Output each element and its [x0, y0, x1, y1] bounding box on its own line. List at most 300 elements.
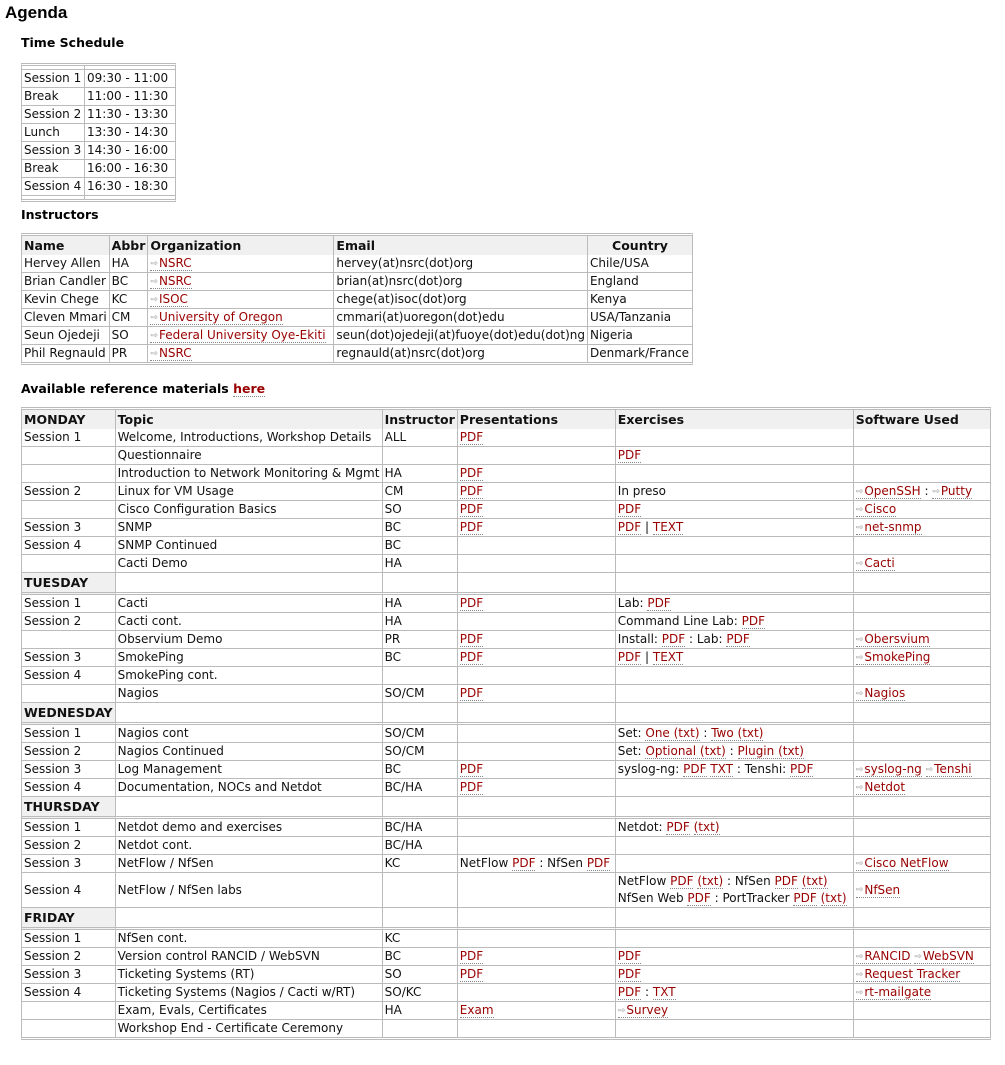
presentation-link[interactable]: Exam: [459, 1003, 494, 1017]
instructor-country: Nigeria: [588, 327, 692, 345]
session-instructor: BC: [383, 948, 458, 966]
instructor-country: Kenya: [588, 291, 692, 309]
instructors-heading: Instructors: [21, 207, 99, 222]
software-cell: [854, 984, 990, 1002]
organization-link[interactable]: [150, 328, 325, 343]
instructor-organization: [148, 273, 334, 291]
presentation-link[interactable]: PDF: [459, 484, 484, 498]
exercises-cell: [616, 519, 854, 537]
instructor-country: Denmark/France: [589, 346, 690, 360]
page-title: Agenda: [5, 3, 68, 22]
day-header-blank: [616, 908, 854, 930]
reference-materials-link[interactable]: here: [233, 381, 266, 396]
presentation-link[interactable]: PDF: [459, 596, 484, 610]
spacer-row: [22, 196, 175, 199]
organization-link[interactable]: [150, 256, 191, 271]
organization-link-label: NSRC: [158, 274, 192, 288]
session-row: [22, 649, 990, 667]
exercise-link[interactable]: (txt): [801, 874, 828, 888]
day-header-blank: [854, 908, 990, 930]
instructor-email: chege(at)isoc(dot)org: [334, 291, 588, 309]
session-row: [22, 855, 990, 873]
exercise-link[interactable]: PDF: [661, 632, 686, 646]
software-cell: [854, 948, 990, 966]
session-label: [22, 631, 116, 649]
software-link[interactable]: [856, 502, 896, 517]
external-link-icon: ⇨: [855, 652, 864, 663]
software-link[interactable]: [856, 967, 960, 982]
presentation-link[interactable]: PDF: [459, 762, 484, 776]
software-link[interactable]: [856, 650, 931, 665]
presentation-link[interactable]: PDF: [459, 650, 484, 664]
exercise-label: Netdot:: [617, 820, 663, 834]
software-cell: [854, 447, 990, 465]
presentations-cell: [458, 855, 616, 873]
software-link[interactable]: [856, 520, 922, 535]
exercise-link[interactable]: TEXT: [652, 650, 684, 664]
presentations-cell: [458, 1002, 616, 1020]
presentations-cell: [458, 984, 616, 1002]
session-label: [22, 1002, 116, 1020]
time-label: Session 4: [22, 178, 85, 196]
col-topic: Topic: [116, 410, 383, 429]
time-row: [22, 70, 175, 88]
presentations-cell: [458, 649, 616, 667]
software-link[interactable]: [856, 985, 931, 1000]
organization-link[interactable]: [150, 292, 188, 307]
exercises-cell: [616, 837, 854, 855]
day-header-row: [22, 703, 990, 725]
session-label: Session 2: [22, 483, 116, 501]
exercises-cell: [616, 779, 854, 797]
exercise-link[interactable]: PDF: [726, 632, 750, 646]
session-topic: Documentation, NOCs and Netdot: [116, 779, 383, 797]
session-topic: Workshop End - Certificate Ceremony: [116, 1020, 383, 1037]
session-row: [22, 555, 990, 573]
session-label: [22, 465, 116, 483]
col-instructor: Instructor: [383, 410, 458, 429]
session-label: [22, 1020, 116, 1037]
session-topic: Nagios Continued: [116, 743, 383, 761]
day-header-blank: [116, 703, 383, 725]
session-instructor: [383, 873, 458, 908]
exercise-link[interactable]: PDF: [617, 650, 642, 664]
session-topic: Log Management: [116, 761, 383, 779]
presentation-label: NetFlow: [459, 856, 509, 870]
software-link[interactable]: [856, 856, 949, 871]
software-link-label: Netdot: [864, 780, 906, 794]
software-link[interactable]: [932, 484, 972, 499]
session-label: Session 3: [22, 649, 116, 667]
instructor-organization: [148, 327, 334, 345]
external-link-icon: ⇨: [914, 951, 922, 962]
exercise-link[interactable]: Plugin (txt): [737, 744, 804, 758]
exercise-link[interactable]: PDF: [741, 614, 766, 628]
software-link-label: Request Tracker: [864, 967, 961, 981]
organization-link[interactable]: [150, 346, 191, 361]
session-row: [22, 873, 990, 908]
exercises-cell: [616, 819, 854, 837]
software-cell: [854, 429, 990, 447]
day-name: WEDNESDAY: [22, 703, 116, 725]
exercise-link[interactable]: Two (txt): [711, 726, 764, 740]
external-link-icon: ⇨: [150, 348, 158, 359]
session-row: [22, 537, 990, 555]
presentations-cell: [458, 667, 616, 685]
session-row: [22, 429, 990, 447]
software-link[interactable]: [914, 949, 974, 964]
instructor-country: England: [588, 273, 692, 291]
instructor-name: Phil Regnauld: [22, 345, 110, 362]
presentation-link[interactable]: PDF: [459, 502, 484, 516]
session-row: [22, 1020, 990, 1037]
session-row: [22, 519, 990, 537]
presentation-link[interactable]: PDF: [586, 856, 611, 870]
session-row: [22, 501, 990, 519]
spacer-cell: [85, 196, 175, 199]
session-topic: Linux for VM Usage: [116, 483, 383, 501]
session-row: [22, 837, 990, 855]
exercises-cell: [616, 613, 854, 631]
software-cell: [854, 930, 990, 948]
exercise-link[interactable]: PDF: [617, 985, 642, 999]
session-row: [22, 725, 990, 743]
exercise-link[interactable]: PDF: [666, 820, 690, 834]
exercise-link[interactable]: PDF: [617, 967, 642, 981]
instructor-abbr: BC: [110, 273, 149, 291]
time-label: Break: [22, 88, 85, 106]
presentation-link[interactable]: PDF: [459, 967, 484, 981]
exercise-separator: |: [645, 650, 650, 664]
session-label: Session 4: [22, 873, 116, 908]
presentations-cell: [458, 819, 616, 837]
time-row: [22, 106, 175, 124]
instructor-abbr: SO: [110, 327, 149, 345]
exercise-label: Lab:: [617, 596, 644, 610]
exercises-cell: [616, 685, 854, 703]
time-label: Session 2: [22, 106, 85, 124]
software-link-label: RANCID: [864, 949, 911, 963]
presentation-link[interactable]: PDF: [459, 466, 484, 480]
software-cell: [854, 873, 990, 908]
survey-link[interactable]: [618, 1003, 668, 1018]
software-link-label: Cisco NetFlow: [864, 856, 949, 870]
exercises-cell: [616, 555, 854, 573]
organization-link-label: ISOC: [158, 292, 188, 306]
software-link[interactable]: [926, 762, 972, 777]
software-cell: [854, 819, 990, 837]
time-range: 13:30 - 14:30: [85, 124, 175, 142]
session-instructor: SO/CM: [383, 743, 458, 761]
presentation-link[interactable]: PDF: [459, 430, 484, 444]
instructor-name: Cleven Mmari: [22, 309, 110, 327]
time-range: 14:30 - 16:00: [85, 142, 175, 160]
session-label: Session 1: [22, 930, 116, 948]
session-label: Session 4: [22, 667, 116, 685]
session-row: [22, 483, 990, 501]
exercises-cell: [616, 761, 854, 779]
presentations-cell: [458, 966, 616, 984]
external-link-icon: ⇨: [150, 330, 158, 341]
software-cell: [854, 685, 990, 703]
software-link-label: WebSVN: [922, 949, 974, 963]
session-label: Session 4: [22, 984, 116, 1002]
software-link-label: syslog-ng: [864, 762, 922, 776]
exercise-link[interactable]: (txt): [697, 874, 724, 888]
exercises-cell: [616, 948, 854, 966]
exercise-link[interactable]: Optional (txt): [645, 744, 726, 758]
external-link-icon: ⇨: [855, 634, 864, 645]
exercise-text: In preso: [617, 484, 667, 498]
session-label: Session 2: [22, 837, 116, 855]
software-cell: [854, 966, 990, 984]
exercises-cell: [616, 1020, 854, 1037]
software-link[interactable]: [856, 762, 922, 777]
session-row: [22, 465, 990, 483]
session-topic: NetFlow / NfSen labs: [116, 873, 383, 908]
col-software-used: Software Used: [854, 410, 990, 429]
exercises-cell: [616, 595, 854, 613]
time-range: 11:30 - 13:30: [85, 106, 175, 124]
presentation-link[interactable]: PDF: [459, 686, 484, 700]
col-presentations: Presentations: [458, 410, 616, 429]
software-link[interactable]: [856, 883, 900, 898]
exercise-link[interactable]: PDF: [687, 891, 711, 905]
session-instructor: HA: [383, 595, 458, 613]
session-row: [22, 819, 990, 837]
software-link[interactable]: [856, 686, 905, 701]
session-instructor: HA: [383, 1002, 458, 1020]
session-label: Session 3: [22, 761, 116, 779]
session-topic: Exam, Evals, Certificates: [116, 1002, 383, 1020]
session-topic: Cacti Demo: [116, 555, 383, 573]
day-name: FRIDAY: [22, 908, 116, 930]
exercise-label: syslog-ng:: [617, 762, 680, 776]
session-instructor: SO/CM: [383, 725, 458, 743]
presentation-link[interactable]: PDF: [459, 520, 484, 534]
exercise-link[interactable]: PDF: [617, 520, 642, 534]
session-instructor: HA: [383, 613, 458, 631]
instructor-row: [22, 273, 692, 291]
day-header-blank: [854, 573, 990, 595]
software-cell: [854, 595, 990, 613]
instructor-organization: [148, 309, 334, 327]
instructor-email: cmmari(at)uoregon(dot)edu: [334, 309, 588, 327]
external-link-icon: ⇨: [932, 486, 940, 497]
exercise-link[interactable]: PDF: [774, 874, 798, 888]
col-name: Name: [22, 236, 110, 255]
session-instructor: SO: [383, 966, 458, 984]
presentation-link[interactable]: PDF: [459, 780, 484, 794]
exercise-link[interactable]: PDF: [617, 448, 642, 462]
instructor-country: Chile/USA: [588, 255, 692, 273]
exercise-link[interactable]: PDF: [670, 874, 694, 888]
external-link-icon: ⇨: [855, 504, 864, 515]
instructor-name: Hervey Allen: [22, 255, 110, 273]
session-label: Session 3: [22, 855, 116, 873]
exercises-cell: [616, 984, 854, 1002]
instructor-name: Seun Ojedeji: [22, 327, 110, 345]
session-topic: SNMP: [116, 519, 383, 537]
session-label: Session 1: [22, 595, 116, 613]
instructor-name: Kevin Chege: [22, 291, 110, 309]
exercise-link[interactable]: PDF: [793, 891, 817, 905]
presentations-cell: [458, 873, 616, 908]
software-link-label: Tenshi: [934, 762, 972, 776]
exercise-link[interactable]: TEXT: [652, 520, 684, 534]
session-topic: Nagios cont: [116, 725, 383, 743]
organization-link[interactable]: [150, 274, 191, 289]
session-label: [22, 555, 116, 573]
time-range: 09:30 - 11:00: [85, 70, 175, 88]
software-link[interactable]: [856, 949, 911, 964]
exercise-link[interactable]: PDF: [617, 502, 642, 516]
exercises-line: [618, 873, 851, 890]
software-cell: [854, 1002, 990, 1020]
presentation-link[interactable]: PDF: [459, 632, 484, 646]
session-row: [22, 930, 990, 948]
exercise-separator: |: [645, 520, 650, 534]
exercise-link[interactable]: One (txt): [645, 726, 700, 740]
exercise-link[interactable]: PDF: [647, 596, 671, 610]
exercises-cell: [616, 447, 854, 465]
session-label: Session 3: [22, 519, 116, 537]
session-topic: SmokePing: [116, 649, 383, 667]
software-link-label: net-snmp: [864, 520, 922, 534]
session-topic: SNMP Continued: [116, 537, 383, 555]
session-row: [22, 631, 990, 649]
presentation-separator: : NfSen: [539, 856, 583, 870]
exercise-label: Command Line Lab:: [617, 614, 738, 628]
software-link-label: rt-mailgate: [864, 985, 932, 999]
reference-materials-heading: [21, 381, 265, 396]
session-instructor: BC/HA: [383, 779, 458, 797]
external-link-icon: ⇨: [150, 312, 158, 323]
session-row: [22, 685, 990, 703]
reference-text: Available reference materials: [21, 381, 229, 396]
software-link[interactable]: [856, 780, 905, 795]
software-cell: [854, 725, 990, 743]
presentations-cell: [458, 519, 616, 537]
software-link[interactable]: [856, 484, 921, 499]
exercise-link[interactable]: PDF: [683, 762, 707, 776]
software-cell: [854, 555, 990, 573]
day-header-blank: [854, 797, 990, 819]
software-link[interactable]: [856, 556, 895, 571]
instructor-abbr: CM: [110, 309, 149, 327]
external-link-icon: ⇨: [855, 969, 864, 980]
session-instructor: BC: [383, 649, 458, 667]
exercise-separator: :: [729, 744, 734, 758]
session-instructor: BC/HA: [383, 837, 458, 855]
software-separator: :: [924, 484, 929, 498]
exercise-label: NetFlow: [617, 874, 667, 888]
exercise-separator: : Tenshi:: [736, 762, 787, 776]
instructor-row: [22, 309, 692, 327]
external-link-icon: ⇨: [150, 276, 158, 287]
presentation-link[interactable]: PDF: [459, 949, 484, 963]
time-row: [22, 160, 175, 178]
software-cell: [854, 743, 990, 761]
session-instructor: KC: [383, 930, 458, 948]
session-instructor: [383, 667, 458, 685]
instructor-organization: [148, 291, 334, 309]
session-label: Session 2: [22, 743, 116, 761]
session-instructor: [383, 1020, 458, 1037]
external-link-icon: ⇨: [150, 294, 158, 305]
session-topic: Nagios: [116, 685, 383, 703]
session-row: [22, 761, 990, 779]
exercise-link[interactable]: PDF: [617, 949, 642, 963]
session-label: [22, 501, 116, 519]
external-link-icon: ⇨: [855, 987, 864, 998]
session-instructor: ALL: [383, 429, 458, 447]
presentation-link[interactable]: PDF: [512, 856, 536, 870]
instructor-abbr: KC: [110, 291, 149, 309]
exercise-link[interactable]: (txt): [820, 891, 847, 905]
time-row: [22, 124, 175, 142]
instructor-email: regnauld(at)nsrc(dot)org: [334, 345, 588, 362]
external-link-icon: ⇨: [855, 858, 864, 869]
session-label: [22, 685, 116, 703]
session-topic: Cacti: [116, 595, 383, 613]
day-name: THURSDAY: [22, 797, 116, 819]
session-label: Session 3: [22, 966, 116, 984]
col-country: Country: [588, 236, 692, 255]
external-link-icon: ⇨: [855, 782, 864, 793]
day-header-blank: [616, 703, 854, 725]
presentations-cell: [458, 537, 616, 555]
time-label: Session 3: [22, 142, 85, 160]
session-row: [22, 447, 990, 465]
software-cell: [854, 855, 990, 873]
exercise-separator: : Lab:: [689, 632, 723, 646]
software-link-label: Cacti: [864, 556, 895, 570]
exercise-label: : NfSen: [727, 874, 771, 888]
software-cell: [854, 837, 990, 855]
col-email: Email: [334, 236, 588, 255]
exercise-link[interactable]: PDF: [790, 762, 814, 776]
software-link[interactable]: [856, 632, 930, 647]
day-header-blank: [383, 908, 458, 930]
instructor-organization: [148, 255, 334, 273]
session-instructor: [383, 447, 458, 465]
software-link-label: OpenSSH: [864, 484, 921, 498]
exercises-cell: [616, 429, 854, 447]
software-link-label: SmokePing: [864, 650, 931, 664]
session-row: [22, 613, 990, 631]
day-header-row: [22, 797, 990, 819]
exercises-cell: [616, 725, 854, 743]
external-link-icon: ⇨: [617, 1005, 626, 1016]
organization-link-label: NSRC: [158, 346, 192, 360]
organization-link[interactable]: [150, 310, 282, 325]
exercise-link[interactable]: (txt): [693, 820, 720, 834]
day-header-blank: [383, 573, 458, 595]
presentations-cell: [458, 779, 616, 797]
exercises-cell: [616, 743, 854, 761]
organization-link-label: NSRC: [158, 256, 192, 270]
exercise-link[interactable]: TXT: [710, 762, 734, 776]
col-exercises: Exercises: [616, 410, 854, 429]
exercise-separator: :: [703, 726, 708, 740]
external-link-icon: ⇨: [855, 885, 864, 895]
presentations-cell: [458, 930, 616, 948]
software-link-label: NfSen: [864, 882, 901, 897]
session-instructor: BC/HA: [383, 819, 458, 837]
session-row: [22, 743, 990, 761]
exercise-link[interactable]: TXT: [652, 985, 676, 999]
